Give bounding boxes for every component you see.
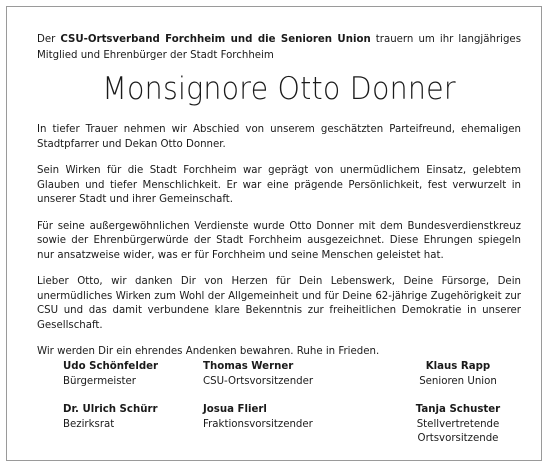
paragraph-closing: Wir werden Dir ein ehrendes Andenken bewahren. Ruhe in Frieden. xyxy=(37,346,380,357)
signatory-name: Tanja Schuster xyxy=(415,404,501,415)
intro-suffix: trauern um ihr langjähriges Mitglied und Ehrenbürger der Stadt Forchheim xyxy=(37,34,522,61)
signatory-role: Stellvertretende xyxy=(416,418,500,430)
signatory-2 xyxy=(203,360,313,389)
signatory-name: Udo Schönfelder xyxy=(63,361,159,372)
deceased-name: Monsignore Otto Donner xyxy=(102,71,456,107)
intro-text xyxy=(37,32,521,64)
signatory-4 xyxy=(63,403,158,432)
signatory-name: Thomas Werner xyxy=(203,361,294,372)
signatory-1 xyxy=(63,360,158,389)
paragraph-thanks: Lieber Otto, wir danken Dir von Herzen für Dein Lebenswerk, Deine Fürsorge, Dein unermüdliches Wirken zum Wohl der Allgemeinheit und für Deine 62-jährige Zugehörigkeit zur CSU und das damit verbundene klare Bekenntnis zur freiheitlichen Demokratie in unserer Gesellschaft. xyxy=(37,276,521,331)
signatory-role: CSU-Ortsvorsitzender xyxy=(203,375,314,387)
paragraph-work: Sein Wirken für die Stadt Forchheim war geprägt von unermüdlichem Einsatz, gelebtem Glauben und tiefer Menschlichkeit. Er war eine prägende Persönlichkeit, fest verwurzelt in unserer Stadt und ihrer Gemeinschaft. xyxy=(37,165,521,205)
signatory-role: Senioren Union xyxy=(419,375,497,387)
signatory-role-line2: Ortsvorsitzende xyxy=(417,433,499,444)
intro-organizations: CSU-Ortsverband Forchheim und die Senioren Union xyxy=(60,34,371,45)
signatory-role: Bezirksrat xyxy=(63,418,115,430)
signatory-6 xyxy=(403,403,513,447)
paragraph-farewell: In tiefer Trauer nehmen wir Abschied von unserem geschätzten Parteifreund, ehemaligen Stadtpfarrer und Dekan Otto Donner. xyxy=(37,124,521,150)
signatory-5 xyxy=(203,403,313,432)
signatory-name: Dr. Ulrich Schürr xyxy=(63,404,158,415)
signatory-name: Klaus Rapp xyxy=(425,361,491,372)
signatory-role: Fraktionsvorsitzender xyxy=(203,418,313,430)
signatory-role: Bürgermeister xyxy=(63,375,136,387)
paragraph-honors: Für seine außergewöhnlichen Verdienste wurde Otto Donner mit dem Bundesverdienstkreuz sowie der Ehrenbürgerwürde der Stadt Forchheim ausgezeichnet. Diese Ehrungen spiegeln nur ansatzweise wider, was er für Forchheim und seine Menschen geleistet hat. xyxy=(37,220,521,261)
signatory-name: Josua Flierl xyxy=(203,404,267,415)
obituary-body xyxy=(37,123,521,372)
intro-prefix: Der xyxy=(37,34,61,45)
signatory-3 xyxy=(403,360,513,389)
